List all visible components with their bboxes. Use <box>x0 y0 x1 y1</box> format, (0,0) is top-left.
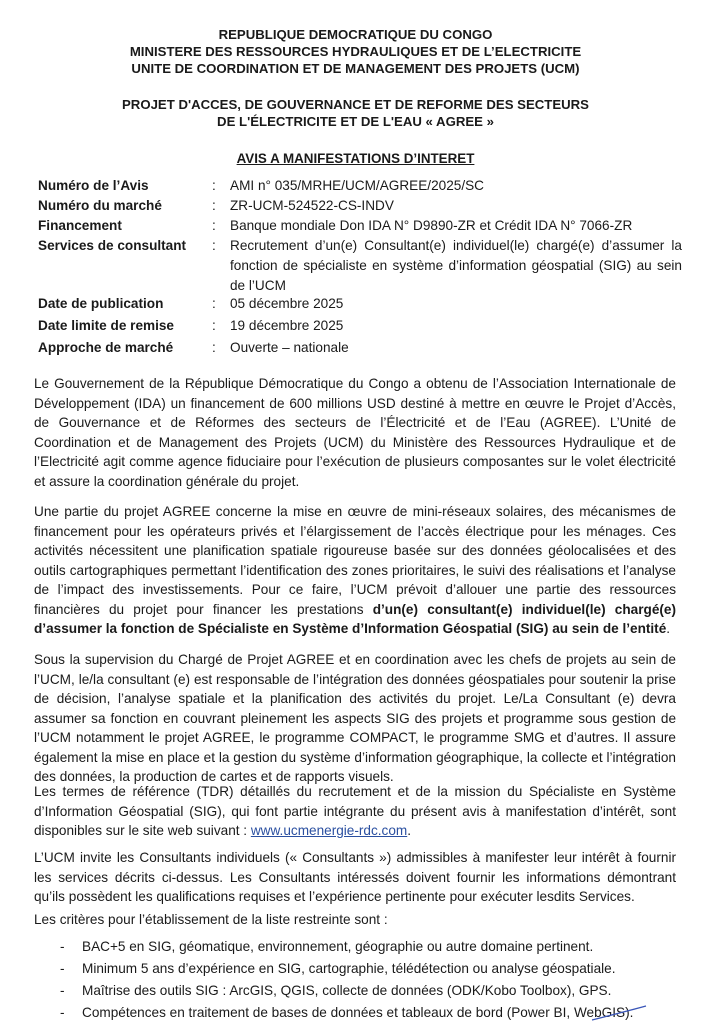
meta-value: 05 décembre 2025 <box>230 296 344 311</box>
bullet-dash: - <box>60 939 65 954</box>
meta-colon: : <box>212 318 216 333</box>
bullet-dash: - <box>60 1005 65 1020</box>
meta-label: Date limite de remise <box>38 318 174 333</box>
meta-colon: : <box>212 238 216 253</box>
meta-label: Numéro de l’Avis <box>38 178 149 193</box>
criterion-text: BAC+5 en SIG, géomatique, environnement, géographie ou autre domaine pertinent. <box>82 939 594 954</box>
meta-colon: : <box>212 198 216 213</box>
list-item <box>34 980 676 1002</box>
meta-value: 19 décembre 2025 <box>230 318 344 333</box>
list-item <box>34 936 676 958</box>
project-line-2: DE L'ÉLECTRICITE ET DE L'EAU « AGREE » <box>217 114 494 129</box>
list-item <box>34 1002 676 1024</box>
list-item <box>34 958 676 980</box>
meta-label: Approche de marché <box>38 340 174 355</box>
notice-title: AVIS A MANIFESTATIONS D’INTERET <box>236 151 475 166</box>
project-header <box>0 96 711 130</box>
header-line-unit: UNITE DE COORDINATION ET DE MANAGEMENT DES PROJETS (UCM) <box>131 61 580 76</box>
meta-value: Recrutement d’un(e) Consultant(e) individuel(le) chargé(e) d’assumer la fonction de spécialiste en système d’information géospatial (SIG) au sein de l’UCM <box>230 238 682 293</box>
paragraph-supervision: Sous la supervision du Chargé de Projet AGREE et en coordination avec les chefs de projets au sein de l’UCM, le/la consultant (e) est responsable de l’intégration des données géospatiales pour soutenir la prise de décision, l’analyse spatiale et la planification des activités du projet. Le/La Consultant (e) devra assumer sa fonction en couvrant pleinement les aspects SIG des projets et programme sous gestion de l’UCM notamment le projet AGREE, le programme COMPACT, le programme SMG et d’autres. Il assure également la mise en place et la gestion du système d’information géographique, la collecte et l’intégration des données, la production de cartes et de rapports visuels. <box>34 652 676 784</box>
institution-header <box>0 26 711 77</box>
meta-colon: : <box>212 178 216 193</box>
paragraph-terms-of-reference <box>34 782 676 841</box>
meta-value: ZR-UCM-524522-CS-INDV <box>230 198 394 213</box>
meta-label: Services de consultant <box>38 238 187 253</box>
paragraph-project-scope <box>34 502 676 639</box>
meta-colon: : <box>212 340 216 355</box>
header-line-ministry: MINISTERE DES RESSOURCES HYDRAULIQUES ET DE L’ELECTRICITE <box>129 44 582 59</box>
website-link[interactable]: www.ucmenergie-rdc.com <box>250 823 408 838</box>
meta-value: Banque mondiale Don IDA N° D9890-ZR et Crédit IDA N° 7066-ZR <box>230 218 633 233</box>
meta-label: Date de publication <box>38 296 164 311</box>
paragraph-invitation: L’UCM invite les Consultants individuels (« Consultants ») admissibles à manifester leur intérêt à fournir les services décrits ci-dessus. Les Consultants intéressés doivent fournir les informations démontrant qu’ils possèdent les qualifications requises et l’expérience pertinente pour exécuter lesdits Services. <box>34 850 676 904</box>
pen-stroke-mark <box>590 1004 650 1024</box>
meta-colon: : <box>212 218 216 233</box>
bullet-dash: - <box>60 961 65 976</box>
paragraph-text: . <box>407 823 412 838</box>
bullet-dash: - <box>60 983 65 998</box>
paragraph-text: Une partie du projet AGREE concerne la mise en œuvre de mini-réseaux solaires, des mécanismes de financement pour les opérateurs privés et l’élargissement de l’accès électrique pour les ménages. Ces activités nécessitent une planification spatiale rigoureuse basée sur des données géolocalisées et des outils cartographiques permettant l’identification des zones prioritaires, le suivi des réalisations et l’analyse de l’impact des investissements. Pour ce faire, l’UCM prévoit d’allouer une partie des ressources financières du projet pour financer les prestations <box>34 504 676 617</box>
criteria-list <box>34 936 676 1024</box>
project-line-1: PROJET D'ACCES, DE GOUVERNANCE ET DE REFORME DES SECTEURS <box>122 97 589 112</box>
paragraph-emphasis: d’un(e) consultant(e) individuel(le) chargé(e) d’assumer la fonction de Spécialiste en Système d’Information Géospatial (SIG) au sein de l’entité <box>34 601 676 636</box>
meta-colon: : <box>212 296 216 311</box>
meta-value: Ouverte – nationale <box>230 340 349 355</box>
paragraph-text: . <box>666 621 671 636</box>
paragraph-text: Les termes de référence (TDR) détaillés du recrutement et de la mission du Spécialiste en Système d’Information Géospatial (SIG), qui font partie intégrante du présent avis à manifestation d’intérêt, sont disponibles sur le site web suivant : <box>34 784 676 838</box>
meta-label: Financement <box>38 218 122 233</box>
criterion-text: Maîtrise des outils SIG : ArcGIS, QGIS, collecte de données (ODK/Kobo Toolbox), GPS. <box>82 983 612 998</box>
criterion-text: Minimum 5 ans d’expérience en SIG, cartographie, télédétection ou analyse géospatiale. <box>82 961 616 976</box>
header-line-country: REPUBLIQUE DEMOCRATIQUE DU CONGO <box>218 27 493 42</box>
paragraph-context: Le Gouvernement de la République Démocratique du Congo a obtenu de l’Association Internationale de Développement (IDA) un financement de 600 millions USD destiné à mettre en œuvre le Projet d’Accès, de Gouvernance et de Réformes des secteurs de l’Électricité et de l’Eau (AGREE). L’Unité de Coordination et de Management des Projets (UCM) du Ministère des Ressources Hydraulique et de l’Electricité agit comme agence fiduciaire pour l’exécution de plusieurs composantes sur le volet électricité et assure la coordination générale du projet. <box>34 376 676 489</box>
paragraph-criteria-intro: Les critères pour l’établissement de la liste restreinte sont : <box>34 912 388 927</box>
meta-value: AMI n° 035/MRHE/UCM/AGREE/2025/SC <box>230 178 484 193</box>
criterion-text: Compétences en traitement de bases de données et tableaux de bord (Power BI, WebGIS). <box>82 1005 634 1020</box>
meta-label: Numéro du marché <box>38 198 162 213</box>
